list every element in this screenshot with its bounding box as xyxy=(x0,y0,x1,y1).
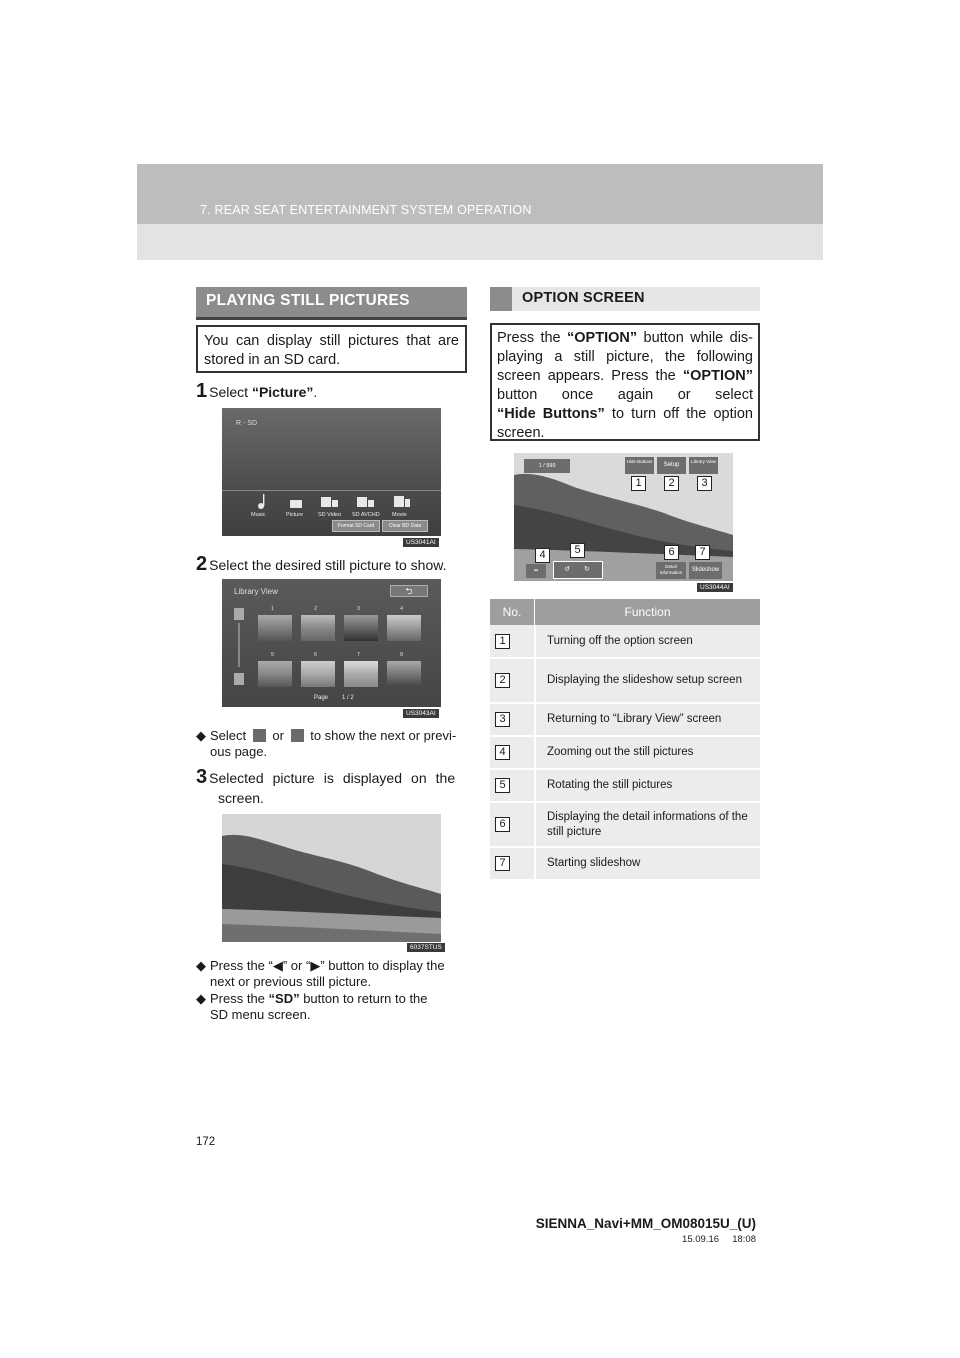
sd-video-icon xyxy=(321,497,331,507)
bold-term: “OPTION” xyxy=(682,368,753,384)
step-2: 2 Select the desired still picture to show. xyxy=(196,553,447,575)
format-sd-card-button[interactable]: Format SD Card xyxy=(332,520,380,532)
step-1: 1 Select “Picture”. xyxy=(196,380,318,402)
function-table xyxy=(490,599,760,881)
table-row xyxy=(490,737,760,770)
row-function: Displaying the slideshow setup screen xyxy=(534,659,760,702)
callout-2: 2 xyxy=(664,476,679,491)
thumbnail[interactable] xyxy=(258,661,292,687)
chapter-title: 7. REAR SEAT ENTERTAINMENT SYSTEM OPERATION xyxy=(200,203,532,217)
text-run: to turn off the option xyxy=(604,406,753,422)
image-code-label: US3041AI xyxy=(403,538,439,547)
row-number: 1 xyxy=(495,634,510,649)
left-triangle-icon: ◀ xyxy=(272,958,283,973)
bullet-diamond-icon: ◆ xyxy=(196,728,206,743)
row-number: 4 xyxy=(495,745,510,760)
table-header xyxy=(490,599,760,625)
option-description-line xyxy=(497,367,753,386)
bold-term: “OPTION” xyxy=(567,330,638,346)
thumbnail[interactable] xyxy=(387,615,421,641)
bullet-diamond-icon: ◆ xyxy=(196,991,206,1006)
thumb-number: 8 xyxy=(400,652,404,658)
zoom-out-button[interactable] xyxy=(526,564,546,578)
row-function: Displaying the detail informations of the still picture xyxy=(534,803,760,846)
callout-3: 3 xyxy=(697,476,712,491)
page-up-button[interactable] xyxy=(234,608,244,620)
bullet-sd-return: ◆ Press the “SD” button to return to the SD menu screen. xyxy=(196,991,428,1022)
thumbnail[interactable] xyxy=(301,615,335,641)
row-number: 3 xyxy=(495,712,510,727)
page-indicator: 1 / 2 xyxy=(342,695,354,701)
row-function: Turning off the option screen xyxy=(534,625,760,657)
row-function: Starting slideshow xyxy=(534,848,760,879)
menu-item-music[interactable]: Music xyxy=(251,512,266,518)
hide-buttons-button[interactable]: Hide Buttons xyxy=(625,457,654,474)
row-number: 6 xyxy=(495,817,510,832)
thumb-number: 5 xyxy=(271,652,275,658)
section-underline xyxy=(196,317,467,320)
source-label: R - SD xyxy=(236,420,257,427)
row-number: 7 xyxy=(495,856,510,871)
callout-5: 5 xyxy=(570,543,585,558)
menu-item-movie[interactable]: Movie xyxy=(392,512,407,518)
table-row xyxy=(490,803,760,848)
table-row xyxy=(490,659,760,704)
library-view-screen xyxy=(222,579,441,707)
column-header-function: Function xyxy=(534,599,760,625)
callout-1: 1 xyxy=(631,476,646,491)
menu-item-sd-video[interactable]: SD Video xyxy=(318,512,342,518)
print-timestamp: 15.09.16 18:08 xyxy=(682,1234,756,1245)
menu-item-sd-avchd[interactable]: SD AVCHD xyxy=(352,512,380,518)
text-run: button while dis- xyxy=(637,330,754,346)
row-function: Zooming out the still pictures xyxy=(534,737,760,768)
coast-photo xyxy=(222,814,441,942)
camera-icon xyxy=(290,500,302,508)
thumbnail[interactable] xyxy=(301,661,335,687)
thumb-number: 4 xyxy=(400,606,404,612)
bullet-diamond-icon: ◆ xyxy=(196,958,206,973)
detail-information-button[interactable]: Detail Information xyxy=(656,562,686,579)
still-picture-screen xyxy=(222,814,441,942)
movie-icon xyxy=(394,496,404,507)
option-description-box xyxy=(490,323,760,441)
back-button[interactable] xyxy=(390,585,428,597)
option-description-line xyxy=(497,405,753,424)
thumbnail[interactable] xyxy=(344,661,378,687)
row-function: Returning to “Library View” screen xyxy=(534,704,760,735)
image-counter: 1 / 999 xyxy=(524,459,570,473)
option-description-line xyxy=(497,424,753,443)
rotate-left-icon: ↺ xyxy=(564,566,570,573)
thumb-number: 1 xyxy=(271,606,275,612)
image-code-label: 6037STUS xyxy=(407,943,445,952)
menu-item-picture[interactable]: Picture xyxy=(286,512,304,518)
bullet-prev-next: ◆ Press the “◀” or “▶” button to display the next or previous still picture. xyxy=(196,958,445,989)
text-run: Press the xyxy=(497,330,568,346)
text-run: playing a still picture, the following xyxy=(497,349,753,365)
setup-button[interactable]: Setup xyxy=(657,457,686,474)
right-triangle-icon: ▶ xyxy=(310,958,321,973)
thumbnail[interactable] xyxy=(344,615,378,641)
option-description-line xyxy=(497,386,753,405)
row-number: 5 xyxy=(495,778,510,793)
header-subband xyxy=(137,224,823,260)
page-number: 172 xyxy=(196,1136,216,1148)
slideshow-button[interactable]: Slideshow xyxy=(689,562,722,579)
sd-menu-screen xyxy=(222,408,441,536)
section-marker xyxy=(490,287,512,311)
document-id: SIENNA_Navi+MM_OM08015U_(U) xyxy=(535,1216,756,1231)
library-view-title: Library View xyxy=(234,587,278,596)
intro-line: stored in an SD card. xyxy=(204,352,341,368)
back-arrow-icon: ⮌ xyxy=(405,586,413,596)
callout-6: 6 xyxy=(664,545,679,560)
library-view-button[interactable]: Library View xyxy=(689,457,718,474)
image-code-label: US3044AI xyxy=(697,583,733,592)
bullet-page-navigation: ◆ Select or to show the next or previ- ous page. xyxy=(196,728,457,759)
section-title-playing-still-pictures: PLAYING STILL PICTURES xyxy=(196,287,467,317)
row-number: 2 xyxy=(495,673,510,688)
zoom-out-icon: ▪▪ xyxy=(533,568,539,574)
clear-bd-data-button[interactable]: Clear BD Data xyxy=(382,520,428,532)
thumb-number: 7 xyxy=(357,652,361,658)
table-row xyxy=(490,848,760,881)
text-run: screen appears. Press the xyxy=(497,368,683,384)
intro-line: You can display still pictures that are xyxy=(204,333,459,349)
text-run: button once again or select xyxy=(497,387,753,403)
page-up-icon xyxy=(253,729,266,742)
page-label: Page xyxy=(314,695,329,701)
bold-term: “Hide Buttons” xyxy=(497,406,605,422)
rotate-right-icon: ↻ xyxy=(584,566,590,573)
option-description-line xyxy=(497,348,753,367)
intro-box xyxy=(196,325,467,373)
scrollbar[interactable] xyxy=(238,623,240,667)
step-3: 3 Selected picture is displayed on the screen. xyxy=(196,766,456,806)
callout-4: 4 xyxy=(535,548,550,563)
image-code-label: US3043AI xyxy=(403,709,439,718)
sd-avchd-icon xyxy=(357,497,367,507)
thumb-number: 3 xyxy=(357,606,361,612)
thumb-number: 6 xyxy=(314,652,318,658)
table-row xyxy=(490,770,760,803)
table-row xyxy=(490,704,760,737)
table-row xyxy=(490,625,760,659)
callout-7: 7 xyxy=(695,545,710,560)
page-down-icon xyxy=(291,729,304,742)
option-description-line xyxy=(497,329,753,348)
section-title-option-screen: OPTION SCREEN xyxy=(490,287,760,311)
text-run: screen. xyxy=(497,425,545,441)
thumb-number: 2 xyxy=(314,606,318,612)
rotate-buttons-group[interactable] xyxy=(553,561,603,579)
thumbnail[interactable] xyxy=(387,661,421,687)
thumbnail[interactable] xyxy=(258,615,292,641)
page-down-button[interactable] xyxy=(234,673,244,685)
row-function: Rotating the still pictures xyxy=(534,770,760,801)
column-header-no: No. xyxy=(502,605,522,619)
